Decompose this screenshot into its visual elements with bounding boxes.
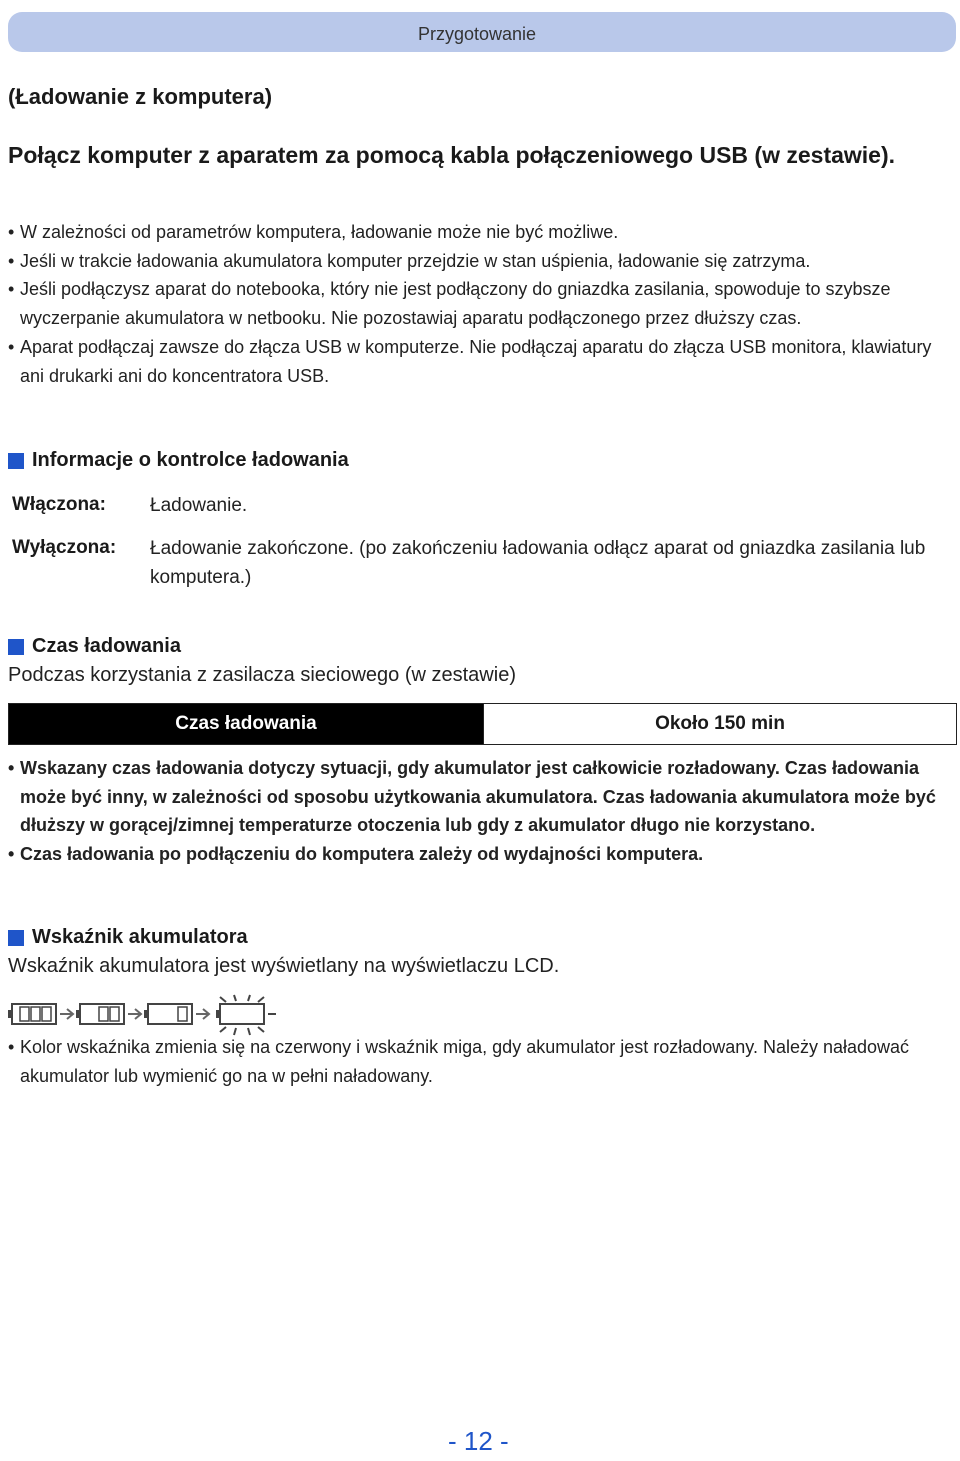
- charging-time-header-cell: Czas ładowania: [9, 704, 484, 745]
- blue-square-icon: [8, 639, 24, 655]
- charging-time-title-text: Czas ładowania: [32, 635, 181, 657]
- note-item: • Kolor wskaźnika zmienia się na czerwony i wskaźnik miga, gdy akumulator jest rozładowany. Należy naładować akumulator lub wymienić go na w pełni naładowany.: [8, 1033, 953, 1090]
- note-item: • Jeśli podłączysz aparat do notebooka, który nie jest podłączony do gniazdka zasilania, spowoduje to szybsze wyczerpanie akumulatora w netbooku. Nie pozostawiaj aparatu podłączonego przez dłuższy czas.: [8, 275, 953, 332]
- status-on-label: Włączona:: [12, 494, 106, 515]
- note-item: • Jeśli w trakcie ładowania akumulatora komputer przejdzie w stan uśpienia, ładowanie się zatrzyma.: [8, 247, 953, 276]
- charging-time-subtitle: Podczas korzystania z zasilacza sieciowego (w zestawie): [8, 664, 516, 686]
- battery-icon-full: [8, 1004, 56, 1024]
- charging-time-title: [8, 635, 181, 658]
- arrow-right-icon: [60, 1009, 73, 1019]
- arrow-right-icon: [128, 1009, 141, 1019]
- status-on-value: Ładowanie.: [150, 495, 248, 516]
- battery-icon-empty-blinking: [216, 995, 276, 1035]
- usb-connection-instruction: Połącz komputer z aparatem za pomocą kabla połączeniowego USB (w zestawie).: [8, 142, 896, 168]
- battery-indicator-description: Wskaźnik akumulatora jest wyświetlany na wyświetlaczu LCD.: [8, 955, 560, 977]
- computer-charging-subtitle: (Ładowanie z komputera): [8, 84, 273, 109]
- section-label: Przygotowanie: [418, 24, 537, 44]
- charging-time-table: [8, 703, 957, 745]
- indicator-info-title: [8, 449, 349, 472]
- battery-indicator-title: [8, 926, 248, 949]
- status-off-value: Ładowanie zakończone. (po zakończeniu ładowania odłącz aparat od gniazdka zasilania lub komputera.): [150, 538, 926, 588]
- status-off-label: Wyłączona:: [12, 537, 117, 558]
- battery-level-sequence: [8, 994, 278, 1036]
- battery-indicator-title-text: Wskaźnik akumulatora: [32, 926, 248, 948]
- charging-time-value-cell: Około 150 min: [484, 704, 957, 745]
- charging-time-notes: [8, 754, 953, 869]
- battery-indicator-notes: [8, 1033, 953, 1090]
- note-item: • Czas ładowania po podłączeniu do komputera zależy od wydajności komputera.: [8, 840, 953, 869]
- indicator-info-title-text: Informacje o kontrolce ładowania: [32, 449, 349, 471]
- note-item: • W zależności od parametrów komputera, ładowanie może nie być możliwe.: [8, 218, 953, 247]
- note-item: • Wskazany czas ładowania dotyczy sytuacji, gdy akumulator jest całkowicie rozładowany. Czas ładowania może być inny, w zależności od sposobu użytkowania akumulatora. Czas ładowania akumulatora może być dłuższy w gorącej/zimnej temperaturze otoczenia lub gdy z akumulator długo nie korzystano.: [8, 754, 953, 840]
- battery-icon-one-third: [144, 1004, 192, 1024]
- blue-square-icon: [8, 453, 24, 469]
- battery-icon-two-thirds: [76, 1004, 124, 1024]
- computer-charging-notes: [8, 218, 953, 390]
- blue-square-icon: [8, 930, 24, 946]
- page-number: - 12 -: [448, 1426, 509, 1456]
- arrow-right-icon: [196, 1009, 209, 1019]
- note-item: • Aparat podłączaj zawsze do złącza USB w komputerze. Nie podłączaj aparatu do złącza USB monitora, klawiatury ani drukarki ani do koncentratora USB.: [8, 333, 953, 390]
